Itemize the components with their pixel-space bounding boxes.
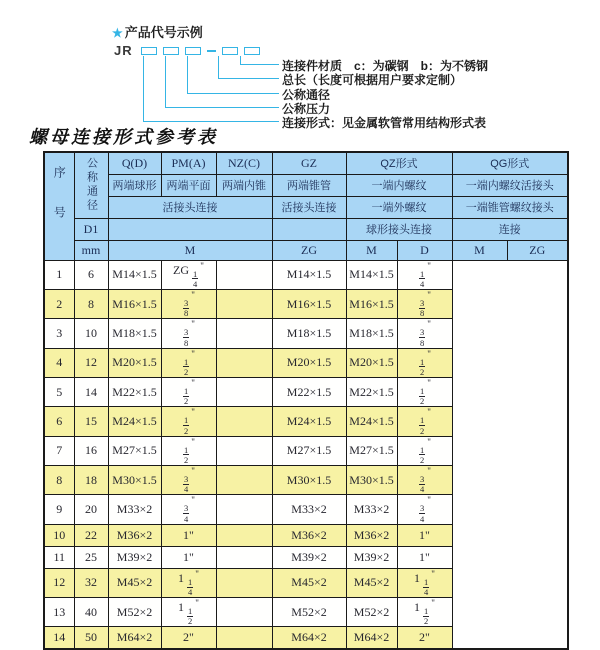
header-m3: M	[452, 240, 507, 260]
gz-zg-cell: $\frac{3}{8}$ "	[161, 319, 216, 348]
qg-zg-cell: 1 $\frac{1}{4}$ "	[397, 568, 452, 597]
header-qg-desc1: 一端内螺纹活接头	[452, 174, 568, 196]
union-thread-cell: M39×2	[108, 546, 161, 568]
serial-cell: 2	[44, 289, 74, 318]
diameter-cell: 25	[74, 546, 108, 568]
serial-cell: 1	[44, 260, 74, 289]
serial-cell: 12	[44, 568, 74, 597]
header-gz-desc: 两端锥管	[272, 174, 346, 196]
gz-zg-cell: $\frac{1}{2}$ "	[161, 407, 216, 436]
nut-connection-table	[43, 151, 569, 650]
header-d: D	[397, 240, 452, 260]
gz-zg-cell: $\frac{1}{2}$ "	[161, 377, 216, 406]
table-title: 螺母连接形式参考表	[29, 127, 218, 148]
header-qz: QZ形式	[346, 152, 452, 174]
table-row	[44, 627, 568, 650]
qz-m-cell	[216, 407, 272, 436]
qz-m-cell	[216, 348, 272, 377]
serial-cell: 14	[44, 627, 74, 650]
qg-m-cell: M22×1.5	[346, 377, 397, 406]
diameter-cell: 8	[74, 289, 108, 318]
diameter-cell: 20	[74, 495, 108, 524]
qz-d-cell: M36×2	[272, 524, 346, 546]
gz-zg-cell: 2"	[161, 627, 216, 650]
table-row	[44, 289, 568, 318]
connector-line	[143, 56, 279, 122]
qg-zg-cell: $\frac{1}{4}$ "	[397, 260, 452, 289]
qz-d-cell: M16×1.5	[272, 289, 346, 318]
header-zg2: ZG	[507, 240, 568, 260]
gz-zg-cell: $\frac{1}{2}$ "	[161, 348, 216, 377]
qg-m-cell: M39×2	[346, 546, 397, 568]
header-empty-1	[108, 218, 272, 240]
qg-zg-cell: 2"	[397, 627, 452, 650]
qz-m-cell	[216, 495, 272, 524]
header-mm: mm	[74, 240, 108, 260]
serial-cell: 10	[44, 524, 74, 546]
qg-m-cell: M33×2	[346, 495, 397, 524]
union-thread-cell: M27×1.5	[108, 436, 161, 465]
qz-d-cell: M22×1.5	[272, 377, 346, 406]
diameter-cell: 12	[74, 348, 108, 377]
header-q: Q(D)	[108, 152, 161, 174]
qg-m-cell: M27×1.5	[346, 436, 397, 465]
qz-d-cell: M24×1.5	[272, 407, 346, 436]
qz-m-cell	[216, 377, 272, 406]
product-prefix: JR	[114, 43, 133, 58]
union-thread-cell: M45×2	[108, 568, 161, 597]
qg-zg-cell: 1"	[397, 524, 452, 546]
diameter-cell: 6	[74, 260, 108, 289]
table-row	[44, 495, 568, 524]
serial-cell: 9	[44, 495, 74, 524]
qg-zg-cell: $\frac{3}{4}$ "	[397, 465, 452, 494]
diameter-cell: 15	[74, 407, 108, 436]
diameter-cell: 18	[74, 465, 108, 494]
diameter-cell: 50	[74, 627, 108, 650]
qz-d-cell: M20×1.5	[272, 348, 346, 377]
header-qz-desc1: 一端内螺纹	[346, 174, 452, 196]
qg-zg-cell: $\frac{3}{4}$ "	[397, 495, 452, 524]
qz-d-cell: M27×1.5	[272, 436, 346, 465]
table-row	[44, 465, 568, 494]
diameter-cell: 32	[74, 568, 108, 597]
qg-m-cell: M18×1.5	[346, 319, 397, 348]
header-qg: QG形式	[452, 152, 568, 174]
header-qg-connection: 连接	[452, 218, 568, 240]
diameter-cell: 40	[74, 597, 108, 626]
qg-zg-cell: 1 $\frac{1}{2}$ "	[397, 597, 452, 626]
header-seq: 序号	[44, 152, 74, 260]
diameter-cell: 10	[74, 319, 108, 348]
code-box-5	[244, 47, 260, 55]
gz-zg-cell: $\frac{3}{4}$ "	[161, 465, 216, 494]
header-qg-desc2: 一端锥管螺纹接头	[452, 196, 568, 218]
serial-cell: 3	[44, 319, 74, 348]
header-q-desc: 两端球形	[108, 174, 161, 196]
diagram-title-text: 产品代号示例	[124, 25, 203, 40]
qg-m-cell: M14×1.5	[346, 260, 397, 289]
table-body	[44, 260, 568, 649]
diameter-cell: 14	[74, 377, 108, 406]
diagram-label-diameter: 公称通径	[282, 88, 331, 102]
table-row	[44, 407, 568, 436]
qz-d-cell: M18×1.5	[272, 319, 346, 348]
gz-zg-cell: ZG $\frac{1}{4}$ "	[161, 260, 216, 289]
code-dash	[207, 50, 216, 52]
table-row	[44, 348, 568, 377]
gz-zg-cell: 1 $\frac{1}{2}$ "	[161, 597, 216, 626]
serial-cell: 7	[44, 436, 74, 465]
header-qz-connection: 球形接头连接	[346, 218, 452, 240]
header-pm: PM(A)	[161, 152, 216, 174]
serial-cell: 11	[44, 546, 74, 568]
code-box-4	[222, 47, 238, 55]
serial-cell: 13	[44, 597, 74, 626]
qg-zg-cell: $\frac{1}{2}$ "	[397, 407, 452, 436]
table-row	[44, 319, 568, 348]
table-row	[44, 377, 568, 406]
table-row	[44, 436, 568, 465]
table-row	[44, 568, 568, 597]
union-thread-cell: M18×1.5	[108, 319, 161, 348]
header-union-connection: 活接头连接	[108, 196, 272, 218]
qz-m-cell	[216, 597, 272, 626]
qg-zg-cell: 1"	[397, 546, 452, 568]
qg-m-cell: M30×1.5	[346, 465, 397, 494]
gz-zg-cell: 1"	[161, 546, 216, 568]
qg-m-cell: M64×2	[346, 627, 397, 650]
header-nz: NZ(C)	[216, 152, 272, 174]
table-row	[44, 597, 568, 626]
qz-m-cell	[216, 319, 272, 348]
diameter-cell: 22	[74, 524, 108, 546]
header-nz-desc: 两端内锥	[216, 174, 272, 196]
table-header	[44, 152, 568, 260]
qz-m-cell	[216, 524, 272, 546]
union-thread-cell: M22×1.5	[108, 377, 161, 406]
qz-m-cell	[216, 627, 272, 650]
qg-zg-cell: $\frac{3}{8}$ "	[397, 289, 452, 318]
diagram-label-pressure: 公称压力	[282, 102, 331, 116]
qz-d-cell: M33×2	[272, 495, 346, 524]
code-box-1	[141, 47, 157, 55]
qz-m-cell	[216, 568, 272, 597]
gz-zg-cell: 1 $\frac{1}{4}$ "	[161, 568, 216, 597]
header-dn: 公称通径	[74, 152, 108, 218]
union-thread-cell: M64×2	[108, 627, 161, 650]
serial-cell: 6	[44, 407, 74, 436]
union-thread-cell: M14×1.5	[108, 260, 161, 289]
qz-m-cell	[216, 436, 272, 465]
qz-d-cell: M64×2	[272, 627, 346, 650]
union-thread-cell: M20×1.5	[108, 348, 161, 377]
header-gz: GZ	[272, 152, 346, 174]
qg-m-cell: M36×2	[346, 524, 397, 546]
union-thread-cell: M52×2	[108, 597, 161, 626]
qz-m-cell	[216, 260, 272, 289]
qg-zg-cell: $\frac{1}{2}$ "	[397, 348, 452, 377]
code-box-2	[163, 47, 179, 55]
qg-m-cell: M52×2	[346, 597, 397, 626]
qz-m-cell	[216, 465, 272, 494]
gz-zg-cell: 1"	[161, 524, 216, 546]
table-row	[44, 546, 568, 568]
header-empty-2	[272, 218, 346, 240]
qg-m-cell: M45×2	[346, 568, 397, 597]
serial-cell: 4	[44, 348, 74, 377]
header-qz-desc2: 一端外螺纹	[346, 196, 452, 218]
qg-zg-cell: $\frac{3}{8}$ "	[397, 319, 452, 348]
qg-zg-cell: $\frac{1}{2}$ "	[397, 377, 452, 406]
union-thread-cell: M30×1.5	[108, 465, 161, 494]
table-row	[44, 524, 568, 546]
qg-m-cell: M20×1.5	[346, 348, 397, 377]
union-thread-cell: M33×2	[108, 495, 161, 524]
qz-d-cell: M30×1.5	[272, 465, 346, 494]
qg-zg-cell: $\frac{1}{2}$ "	[397, 436, 452, 465]
gz-zg-cell: $\frac{3}{4}$ "	[161, 495, 216, 524]
diagram-title	[112, 22, 203, 41]
diagram-label-connection: 连接形式：见金属软管常用结构形式表	[282, 116, 487, 130]
qg-m-cell: M24×1.5	[346, 407, 397, 436]
gz-zg-cell: $\frac{3}{8}$ "	[161, 289, 216, 318]
header-pm-desc: 两端平面	[161, 174, 216, 196]
qg-m-cell: M16×1.5	[346, 289, 397, 318]
diagram-label-material: 连接件材质 c：为碳钢 b：为不锈钢	[282, 59, 489, 73]
qz-d-cell: M39×2	[272, 546, 346, 568]
gz-zg-cell: $\frac{1}{2}$ "	[161, 436, 216, 465]
qz-d-cell: M45×2	[272, 568, 346, 597]
union-thread-cell: M36×2	[108, 524, 161, 546]
header-m1: M	[108, 240, 272, 260]
qz-m-cell	[216, 289, 272, 318]
qz-d-cell: M14×1.5	[272, 260, 346, 289]
union-thread-cell: M24×1.5	[108, 407, 161, 436]
header-d1: D1	[74, 218, 108, 240]
header-zg1: ZG	[272, 240, 346, 260]
serial-cell: 5	[44, 377, 74, 406]
union-thread-cell: M16×1.5	[108, 289, 161, 318]
header-m2: M	[346, 240, 397, 260]
qz-m-cell	[216, 546, 272, 568]
star-icon: ★	[112, 26, 123, 40]
qz-d-cell: M52×2	[272, 597, 346, 626]
code-box-3	[185, 47, 201, 55]
diagram-label-length: 总长（长度可根据用户要求定制）	[282, 73, 463, 87]
diameter-cell: 16	[74, 436, 108, 465]
header-gz-connection: 活接头连接	[272, 196, 346, 218]
serial-cell: 8	[44, 465, 74, 494]
table-row	[44, 260, 568, 289]
